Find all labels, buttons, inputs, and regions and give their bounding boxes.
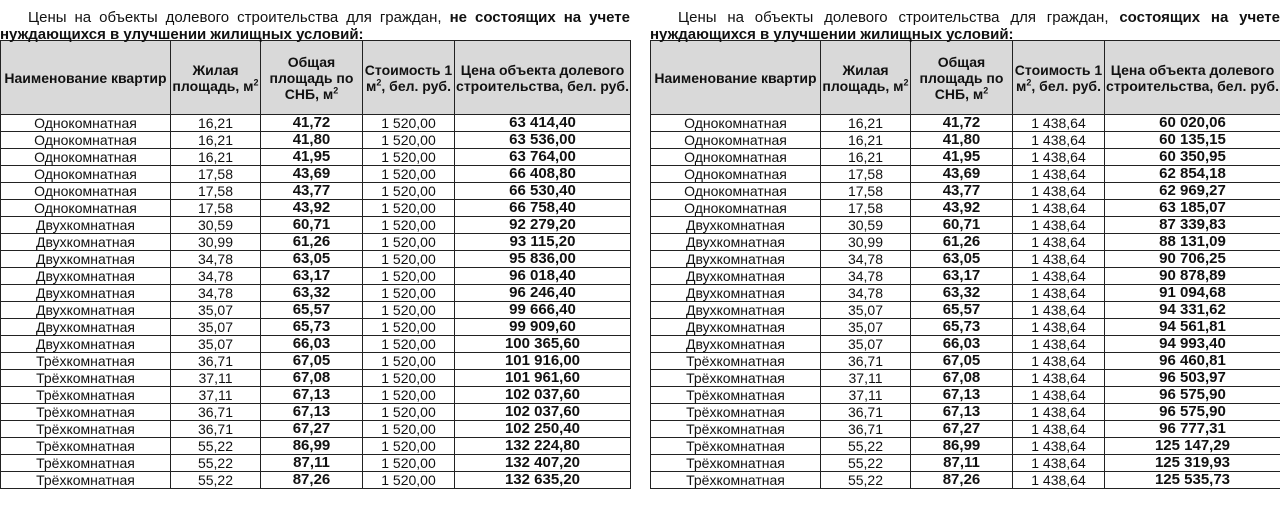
cell-price: 102 250,40	[455, 421, 631, 438]
cell-living-area: 37,11	[821, 387, 911, 404]
cell-total-area: 63,32	[261, 285, 363, 302]
cell-living-area: 34,78	[171, 268, 261, 285]
header-price: Цена объекта долевого строительства, бел. руб.	[455, 41, 631, 115]
cell-cost-per-m2: 1 438,64	[1013, 353, 1105, 370]
cell-living-area: 30,99	[171, 234, 261, 251]
table-row	[1, 336, 631, 353]
cell-apartment-type: Трёхкомнатная	[1, 438, 171, 455]
cell-cost-per-m2: 1 438,64	[1013, 149, 1105, 166]
cell-total-area: 43,77	[911, 183, 1013, 200]
table-row	[651, 200, 1280, 217]
header-name: Наименование квартир	[1, 41, 171, 115]
table-row	[1, 370, 631, 387]
table-row	[1, 455, 631, 472]
cell-living-area: 36,71	[821, 404, 911, 421]
cell-living-area: 16,21	[821, 115, 911, 132]
table-row	[1, 217, 631, 234]
cell-price: 102 037,60	[455, 404, 631, 421]
header-living-area: Жилая площадь, $м^2$	[821, 41, 911, 115]
cell-apartment-type: Однокомнатная	[651, 166, 821, 183]
cell-cost-per-m2: 1 520,00	[363, 302, 455, 319]
cell-total-area: 63,17	[261, 268, 363, 285]
cell-cost-per-m2: 1 438,64	[1013, 421, 1105, 438]
cell-apartment-type: Двухкомнатная	[1, 319, 171, 336]
cell-price: 60 135,15	[1105, 132, 1280, 149]
cell-cost-per-m2: 1 438,64	[1013, 268, 1105, 285]
cell-total-area: 60,71	[261, 217, 363, 234]
price-panel-registered	[650, 0, 1280, 489]
cell-apartment-type: Трёхкомнатная	[651, 370, 821, 387]
cell-total-area: 67,05	[911, 353, 1013, 370]
cell-living-area: 30,59	[171, 217, 261, 234]
table-row	[651, 115, 1280, 132]
cell-price: 90 878,89	[1105, 268, 1280, 285]
table-row	[1, 421, 631, 438]
cell-apartment-type: Двухкомнатная	[1, 234, 171, 251]
cell-apartment-type: Однокомнатная	[1, 183, 171, 200]
cell-living-area: 35,07	[821, 336, 911, 353]
cell-apartment-type: Трёхкомнатная	[651, 455, 821, 472]
cell-total-area: 67,27	[261, 421, 363, 438]
cell-apartment-type: Двухкомнатная	[651, 234, 821, 251]
table-row	[1, 472, 631, 489]
cell-living-area: 55,22	[171, 455, 261, 472]
cell-total-area: 63,05	[911, 251, 1013, 268]
cell-living-area: 55,22	[821, 438, 911, 455]
cell-total-area: 60,71	[911, 217, 1013, 234]
cell-cost-per-m2: 1 520,00	[363, 234, 455, 251]
cell-apartment-type: Однокомнатная	[1, 115, 171, 132]
cell-apartment-type: Двухкомнатная	[651, 268, 821, 285]
cell-living-area: 36,71	[821, 353, 911, 370]
cell-price: 60 020,06	[1105, 115, 1280, 132]
cell-apartment-type: Двухкомнатная	[651, 251, 821, 268]
cell-total-area: 87,11	[261, 455, 363, 472]
cell-total-area: 43,92	[911, 200, 1013, 217]
table-row	[651, 455, 1280, 472]
cell-price: 62 854,18	[1105, 166, 1280, 183]
cell-cost-per-m2: 1 438,64	[1013, 217, 1105, 234]
table-row	[651, 234, 1280, 251]
cell-total-area: 65,57	[261, 302, 363, 319]
heading-bold-text: состоящих на учете нуждающихся в улучшении жилищных условий:	[650, 9, 1280, 43]
table-row	[651, 438, 1280, 455]
cell-price: 63 764,00	[455, 149, 631, 166]
table-body	[1, 115, 631, 489]
cell-cost-per-m2: 1 520,00	[363, 455, 455, 472]
price-table	[650, 40, 1280, 489]
cell-price: 92 279,20	[455, 217, 631, 234]
cell-living-area: 34,78	[171, 285, 261, 302]
cell-cost-per-m2: 1 438,64	[1013, 251, 1105, 268]
cell-apartment-type: Трёхкомнатная	[1, 353, 171, 370]
cell-price: 66 530,40	[455, 183, 631, 200]
table-body	[651, 115, 1280, 489]
price-panel-not-registered	[0, 0, 630, 489]
cell-cost-per-m2: 1 520,00	[363, 251, 455, 268]
cell-price: 125 147,29	[1105, 438, 1280, 455]
table-row	[1, 166, 631, 183]
cell-apartment-type: Однокомнатная	[651, 149, 821, 166]
cell-cost-per-m2: 1 520,00	[363, 421, 455, 438]
cell-cost-per-m2: 1 520,00	[363, 319, 455, 336]
cell-living-area: 17,58	[821, 183, 911, 200]
table-row	[1, 268, 631, 285]
header-cost-per-m2: Стоимость 1 $м^2$, бел. руб.	[363, 41, 455, 115]
cell-cost-per-m2: 1 520,00	[363, 149, 455, 166]
cell-price: 66 408,80	[455, 166, 631, 183]
cell-living-area: 16,21	[171, 115, 261, 132]
cell-living-area: 55,22	[821, 472, 911, 489]
table-row	[651, 217, 1280, 234]
cell-apartment-type: Двухкомнатная	[1, 285, 171, 302]
cell-price: 88 131,09	[1105, 234, 1280, 251]
cell-total-area: 43,69	[261, 166, 363, 183]
cell-apartment-type: Однокомнатная	[651, 132, 821, 149]
table-row	[651, 404, 1280, 421]
table-row	[651, 183, 1280, 200]
cell-living-area: 37,11	[821, 370, 911, 387]
cell-cost-per-m2: 1 520,00	[363, 285, 455, 302]
cell-cost-per-m2: 1 520,00	[363, 183, 455, 200]
cell-cost-per-m2: 1 438,64	[1013, 438, 1105, 455]
cell-apartment-type: Трёхкомнатная	[1, 387, 171, 404]
cell-apartment-type: Трёхкомнатная	[1, 404, 171, 421]
cell-apartment-type: Двухкомнатная	[1, 302, 171, 319]
table-row	[1, 387, 631, 404]
cell-living-area: 35,07	[171, 302, 261, 319]
table-header-row	[651, 41, 1280, 115]
cell-total-area: 67,27	[911, 421, 1013, 438]
cell-cost-per-m2: 1 438,64	[1013, 183, 1105, 200]
cell-living-area: 17,58	[171, 200, 261, 217]
cell-living-area: 55,22	[821, 455, 911, 472]
cell-apartment-type: Трёхкомнатная	[651, 387, 821, 404]
cell-living-area: 16,21	[821, 149, 911, 166]
cell-price: 96 503,97	[1105, 370, 1280, 387]
cell-living-area: 34,78	[821, 285, 911, 302]
cell-price: 60 350,95	[1105, 149, 1280, 166]
cell-total-area: 43,69	[911, 166, 1013, 183]
cell-price: 132 407,20	[455, 455, 631, 472]
cell-total-area: 63,17	[911, 268, 1013, 285]
cell-living-area: 35,07	[821, 302, 911, 319]
cell-total-area: 67,13	[911, 387, 1013, 404]
cell-apartment-type: Двухкомнатная	[651, 217, 821, 234]
cell-total-area: 67,08	[911, 370, 1013, 387]
cell-price: 66 758,40	[455, 200, 631, 217]
cell-living-area: 34,78	[821, 268, 911, 285]
table-row	[1, 132, 631, 149]
cell-apartment-type: Однокомнатная	[1, 200, 171, 217]
cell-price: 87 339,83	[1105, 217, 1280, 234]
cell-price: 94 993,40	[1105, 336, 1280, 353]
cell-living-area: 17,58	[821, 166, 911, 183]
cell-total-area: 86,99	[911, 438, 1013, 455]
cell-price: 94 561,81	[1105, 319, 1280, 336]
cell-living-area: 30,99	[821, 234, 911, 251]
table-row	[651, 319, 1280, 336]
cell-total-area: 66,03	[911, 336, 1013, 353]
cell-total-area: 67,13	[911, 404, 1013, 421]
cell-living-area: 30,59	[821, 217, 911, 234]
table-row	[651, 472, 1280, 489]
cell-total-area: 43,77	[261, 183, 363, 200]
cell-price: 62 969,27	[1105, 183, 1280, 200]
table-row	[1, 115, 631, 132]
cell-total-area: 63,05	[261, 251, 363, 268]
cell-cost-per-m2: 1 520,00	[363, 336, 455, 353]
cell-cost-per-m2: 1 438,64	[1013, 302, 1105, 319]
cell-apartment-type: Трёхкомнатная	[1, 472, 171, 489]
header-living-area: Жилая площадь, $м^2$	[171, 41, 261, 115]
cell-apartment-type: Двухкомнатная	[1, 251, 171, 268]
cell-apartment-type: Двухкомнатная	[1, 336, 171, 353]
cell-living-area: 36,71	[171, 421, 261, 438]
cell-total-area: 43,92	[261, 200, 363, 217]
table-row	[1, 183, 631, 200]
cell-cost-per-m2: 1 438,64	[1013, 387, 1105, 404]
cell-cost-per-m2: 1 438,64	[1013, 455, 1105, 472]
cell-total-area: 61,26	[261, 234, 363, 251]
cell-total-area: 41,72	[261, 115, 363, 132]
table-row	[1, 149, 631, 166]
cell-price: 91 094,68	[1105, 285, 1280, 302]
cell-apartment-type: Двухкомнатная	[1, 217, 171, 234]
cell-total-area: 66,03	[261, 336, 363, 353]
cell-price: 125 535,73	[1105, 472, 1280, 489]
table-row	[651, 336, 1280, 353]
table-row	[651, 285, 1280, 302]
cell-cost-per-m2: 1 438,64	[1013, 404, 1105, 421]
cell-total-area: 65,57	[911, 302, 1013, 319]
cell-price: 90 706,25	[1105, 251, 1280, 268]
table-row	[1, 285, 631, 302]
cell-living-area: 17,58	[171, 166, 261, 183]
cell-price: 96 575,90	[1105, 387, 1280, 404]
cell-price: 101 961,60	[455, 370, 631, 387]
panel-heading	[650, 0, 1280, 43]
cell-cost-per-m2: 1 520,00	[363, 217, 455, 234]
cell-living-area: 16,21	[171, 132, 261, 149]
cell-price: 99 666,40	[455, 302, 631, 319]
cell-price: 96 246,40	[455, 285, 631, 302]
cell-cost-per-m2: 1 438,64	[1013, 200, 1105, 217]
cell-apartment-type: Трёхкомнатная	[651, 438, 821, 455]
table-row	[651, 353, 1280, 370]
cell-total-area: 41,95	[911, 149, 1013, 166]
cell-total-area: 41,95	[261, 149, 363, 166]
cell-living-area: 34,78	[821, 251, 911, 268]
cell-total-area: 65,73	[911, 319, 1013, 336]
cell-total-area: 87,11	[911, 455, 1013, 472]
price-table	[0, 40, 631, 489]
cell-price: 99 909,60	[455, 319, 631, 336]
cell-cost-per-m2: 1 520,00	[363, 387, 455, 404]
cell-cost-per-m2: 1 438,64	[1013, 319, 1105, 336]
cell-cost-per-m2: 1 438,64	[1013, 234, 1105, 251]
cell-living-area: 36,71	[171, 353, 261, 370]
cell-cost-per-m2: 1 520,00	[363, 132, 455, 149]
cell-price: 96 018,40	[455, 268, 631, 285]
cell-apartment-type: Двухкомнатная	[1, 268, 171, 285]
cell-living-area: 17,58	[171, 183, 261, 200]
cell-cost-per-m2: 1 520,00	[363, 268, 455, 285]
table-row	[651, 387, 1280, 404]
table-row	[651, 370, 1280, 387]
cell-living-area: 17,58	[821, 200, 911, 217]
cell-cost-per-m2: 1 438,64	[1013, 132, 1105, 149]
cell-apartment-type: Трёхкомнатная	[651, 472, 821, 489]
cell-apartment-type: Двухкомнатная	[651, 285, 821, 302]
cell-cost-per-m2: 1 520,00	[363, 353, 455, 370]
cell-cost-per-m2: 1 520,00	[363, 404, 455, 421]
table-row	[1, 302, 631, 319]
table-row	[1, 251, 631, 268]
table-row	[1, 404, 631, 421]
cell-price: 63 185,07	[1105, 200, 1280, 217]
cell-living-area: 36,71	[821, 421, 911, 438]
cell-total-area: 61,26	[911, 234, 1013, 251]
cell-total-area: 86,99	[261, 438, 363, 455]
cell-apartment-type: Двухкомнатная	[651, 319, 821, 336]
header-cost-per-m2: Стоимость 1 $м^2$, бел. руб.	[1013, 41, 1105, 115]
header-price: Цена объекта долевого строительства, бел. руб.	[1105, 41, 1280, 115]
table-row	[651, 132, 1280, 149]
cell-cost-per-m2: 1 438,64	[1013, 115, 1105, 132]
cell-apartment-type: Однокомнатная	[651, 115, 821, 132]
cell-apartment-type: Однокомнатная	[651, 183, 821, 200]
cell-price: 132 635,20	[455, 472, 631, 489]
cell-living-area: 35,07	[171, 319, 261, 336]
panel-heading	[0, 0, 630, 43]
cell-cost-per-m2: 1 438,64	[1013, 166, 1105, 183]
cell-price: 132 224,80	[455, 438, 631, 455]
cell-living-area: 37,11	[171, 387, 261, 404]
header-name: Наименование квартир	[651, 41, 821, 115]
cell-apartment-type: Трёхкомнатная	[651, 404, 821, 421]
cell-cost-per-m2: 1 520,00	[363, 200, 455, 217]
table-row	[651, 268, 1280, 285]
cell-price: 93 115,20	[455, 234, 631, 251]
cell-apartment-type: Однокомнатная	[1, 132, 171, 149]
cell-apartment-type: Трёхкомнатная	[651, 421, 821, 438]
cell-apartment-type: Однокомнатная	[1, 166, 171, 183]
cell-living-area: 36,71	[171, 404, 261, 421]
cell-living-area: 16,21	[171, 149, 261, 166]
cell-cost-per-m2: 1 520,00	[363, 166, 455, 183]
table-row	[1, 438, 631, 455]
header-total-area: Общая площадь по СНБ, $м^2$	[911, 41, 1013, 115]
cell-price: 94 331,62	[1105, 302, 1280, 319]
cell-apartment-type: Трёхкомнатная	[1, 455, 171, 472]
cell-total-area: 67,05	[261, 353, 363, 370]
cell-living-area: 35,07	[821, 319, 911, 336]
table-row	[651, 251, 1280, 268]
cell-price: 102 037,60	[455, 387, 631, 404]
cell-total-area: 41,80	[911, 132, 1013, 149]
cell-cost-per-m2: 1 438,64	[1013, 336, 1105, 353]
cell-total-area: 87,26	[911, 472, 1013, 489]
table-row	[1, 200, 631, 217]
cell-cost-per-m2: 1 438,64	[1013, 472, 1105, 489]
cell-apartment-type: Двухкомнатная	[651, 302, 821, 319]
cell-living-area: 34,78	[171, 251, 261, 268]
cell-living-area: 35,07	[171, 336, 261, 353]
cell-cost-per-m2: 1 438,64	[1013, 285, 1105, 302]
cell-apartment-type: Трёхкомнатная	[1, 370, 171, 387]
cell-price: 96 777,31	[1105, 421, 1280, 438]
cell-total-area: 67,13	[261, 404, 363, 421]
cell-total-area: 67,08	[261, 370, 363, 387]
table-row	[1, 353, 631, 370]
cell-total-area: 41,72	[911, 115, 1013, 132]
cell-price: 96 575,90	[1105, 404, 1280, 421]
cell-living-area: 16,21	[821, 132, 911, 149]
cell-cost-per-m2: 1 438,64	[1013, 370, 1105, 387]
cell-cost-per-m2: 1 520,00	[363, 115, 455, 132]
cell-living-area: 55,22	[171, 438, 261, 455]
cell-living-area: 55,22	[171, 472, 261, 489]
header-total-area: Общая площадь по СНБ, $м^2$	[261, 41, 363, 115]
cell-price: 63 536,00	[455, 132, 631, 149]
table-row	[651, 302, 1280, 319]
table-row	[651, 421, 1280, 438]
cell-cost-per-m2: 1 520,00	[363, 438, 455, 455]
table-header-row	[1, 41, 631, 115]
cell-price: 63 414,40	[455, 115, 631, 132]
cell-apartment-type: Однокомнатная	[1, 149, 171, 166]
cell-cost-per-m2: 1 520,00	[363, 472, 455, 489]
table-row	[651, 166, 1280, 183]
table-row	[651, 149, 1280, 166]
cell-price: 125 319,93	[1105, 455, 1280, 472]
table-row	[1, 319, 631, 336]
cell-apartment-type: Однокомнатная	[651, 200, 821, 217]
cell-apartment-type: Трёхкомнатная	[651, 353, 821, 370]
cell-apartment-type: Двухкомнатная	[651, 336, 821, 353]
cell-living-area: 37,11	[171, 370, 261, 387]
cell-price: 96 460,81	[1105, 353, 1280, 370]
cell-total-area: 41,80	[261, 132, 363, 149]
cell-total-area: 63,32	[911, 285, 1013, 302]
heading-bold-text: не состоящих на учете нуждающихся в улучшении жилищных условий:	[0, 9, 630, 43]
cell-price: 101 916,00	[455, 353, 631, 370]
cell-cost-per-m2: 1 520,00	[363, 370, 455, 387]
table-row	[1, 234, 631, 251]
cell-price: 95 836,00	[455, 251, 631, 268]
cell-total-area: 67,13	[261, 387, 363, 404]
cell-price: 100 365,60	[455, 336, 631, 353]
cell-total-area: 65,73	[261, 319, 363, 336]
heading-normal-text: Цены на объекты долевого строительства для граждан,	[678, 9, 1120, 26]
cell-total-area: 87,26	[261, 472, 363, 489]
heading-normal-text: Цены на объекты долевого строительства для граждан,	[28, 9, 450, 26]
cell-apartment-type: Трёхкомнатная	[1, 421, 171, 438]
